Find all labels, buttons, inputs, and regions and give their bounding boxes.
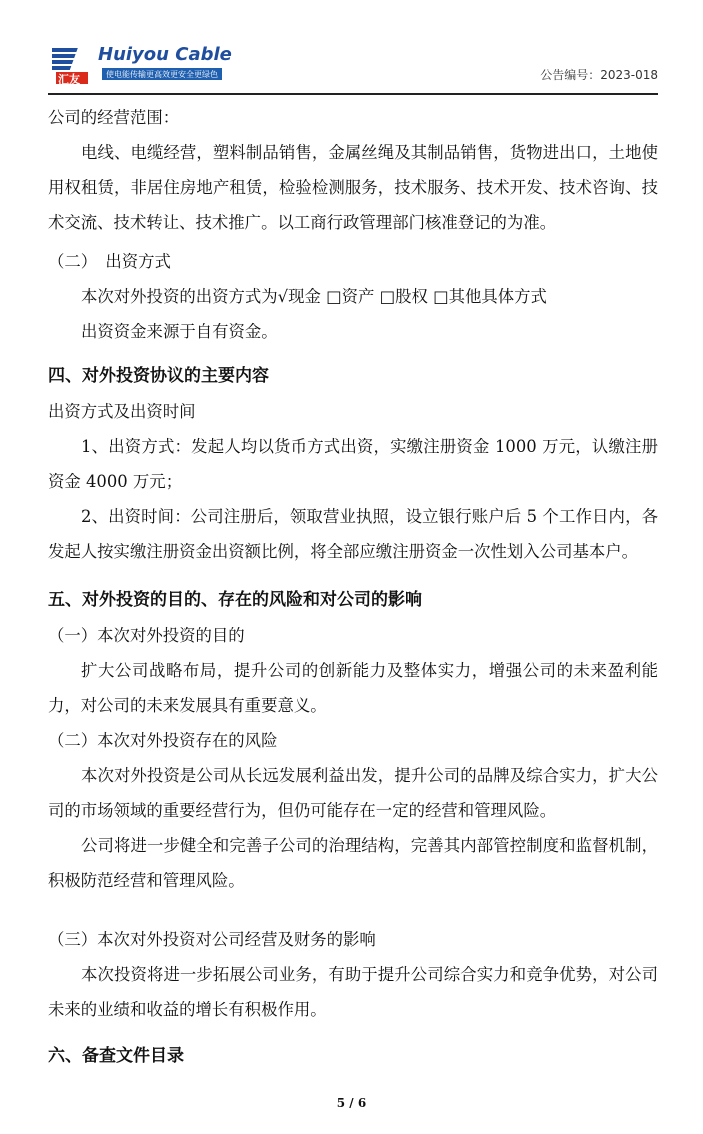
section-5-heading: 五、对外投资的目的、存在的风险和对公司的影响 xyxy=(48,590,422,610)
section-5-para-1: 扩大公司战略布局，提升公司的创新能力及整体实力，增强公司的未来盈利能力，对公司的未来发展具有重要意义。 xyxy=(48,661,658,715)
section-5-para-4: 本次投资将进一步拓展公司业务，有助于提升公司综合实力和竞争优势，对公司未来的业绩和收益的增长有积极作用。 xyxy=(48,965,658,1019)
section-4-heading: 四、对外投资协议的主要内容 xyxy=(48,366,269,386)
funding-method: 本次对外投资的出资方式为√现金 □资产 □股权 □其他具体方式 xyxy=(81,287,547,306)
business-scope-text: 电线、电缆经营，塑料制品销售，金属丝绳及其制品销售，货物进出口，土地使用权租赁，非居住房地产租赁，检验检测服务，技术服务、技术开发、技术咨询、技术交流、技术转让、技术推广。以工商行政管理部门核准登记的为准。 xyxy=(48,143,658,232)
section-6-heading: 六、备查文件目录 xyxy=(48,1046,184,1066)
section-5-para-3: 公司将进一步健全和完善子公司的治理结构，完善其内部管控制度和监督机制，积极防范经营和管理风险。 xyxy=(48,836,658,890)
section-5-sub-1: （一）本次对外投资的目的 xyxy=(48,626,245,645)
announcement-number: 公告编号：2023-018 xyxy=(540,68,658,82)
section-4-item-1: 1、出资方式：发起人均以货币方式出资，实缴注册资金 1000 万元，认缴注册资金 4000 万元； xyxy=(48,437,658,491)
document-body xyxy=(48,100,658,1074)
page-number: 5 / 6 xyxy=(336,1096,367,1110)
logo-slogan: 使电能传输更高效更安全更绿色 xyxy=(106,70,218,79)
section-5-para-2: 本次对外投资是公司从长远发展利益出发，提升公司的品牌及综合实力，扩大公司的市场领域的重要经营行为，但仍可能存在一定的经营和管理风险。 xyxy=(48,766,658,820)
section-4-subheading: 出资方式及出资时间 xyxy=(48,402,196,421)
page-header xyxy=(48,40,658,96)
logo-cn: 汇友 xyxy=(58,73,80,86)
section-5-sub-3: （三）本次对外投资对公司经营及财务的影响 xyxy=(48,930,376,949)
header-divider xyxy=(48,93,658,95)
funding-source: 出资资金来源于自有资金。 xyxy=(81,322,278,341)
company-logo xyxy=(52,42,232,86)
business-scope-label: 公司的经营范围： xyxy=(48,108,180,127)
logo-text: Huiyou Cable xyxy=(98,44,232,65)
section-5-sub-2: （二）本次对外投资存在的风险 xyxy=(48,731,278,750)
section-4-item-2: 2、出资时间：公司注册后，领取营业执照，设立银行账户后 5 个工作日内，各发起人按实缴注册资金出资额比例，将全部应缴注册资金一次性划入公司基本户。 xyxy=(48,507,658,561)
funding-heading: （二） 出资方式 xyxy=(48,252,171,271)
